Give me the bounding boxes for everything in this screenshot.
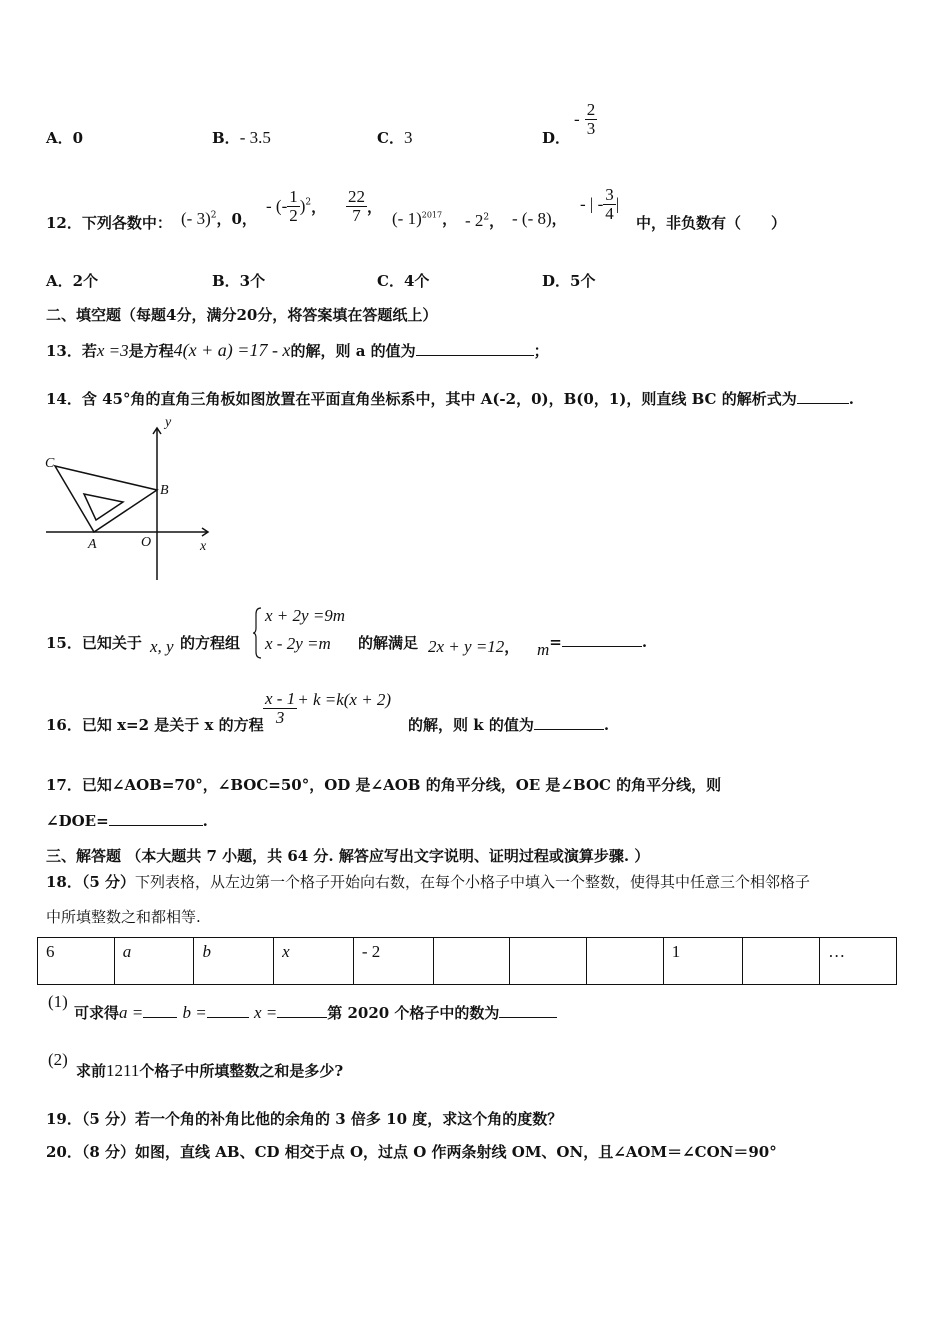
grid-cell	[433, 938, 510, 985]
q12-term-5: - $2^2$，	[465, 211, 505, 230]
q12-term-4: (- 1)$^{2017}$，	[392, 209, 458, 228]
label-o: O	[141, 535, 152, 550]
label-y: y	[165, 415, 172, 430]
q11-option-d-value: - $\frac{2}{3}$	[574, 100, 596, 138]
grid-cell	[587, 938, 664, 985]
q12-term-3: $\frac{22}{7}$ ，	[348, 187, 383, 225]
label-a: A	[88, 537, 97, 552]
q18-blank-a	[143, 1003, 177, 1018]
grid-cell	[743, 938, 820, 985]
q14-answer-blank	[797, 389, 849, 404]
q15-mid: 的方程组	[180, 634, 241, 652]
q11-option-a: A．0	[46, 129, 84, 147]
question-19: 19．（5 分）若一个角的补角比他的余角的 3 倍多 10 度，求这个角的度数？	[46, 1110, 563, 1128]
q12-option-a: A．2个	[46, 272, 99, 290]
label-x: x	[200, 539, 207, 554]
q11-option-b: B．- 3.5	[212, 128, 271, 147]
q18-part-2-text: 求前1211个格子中所填整数之和是多少?	[76, 1061, 344, 1080]
grid-cell: x	[274, 938, 354, 985]
q12-option-d: D．5个	[542, 272, 596, 290]
label-b: B	[160, 483, 169, 498]
section-2-heading: 二、填空题（每题4分，满分20分，将答案填在答题纸上）	[46, 306, 438, 324]
q12-term-6: - (- 8)，	[512, 209, 567, 228]
q12-option-c: C．4个	[377, 272, 430, 290]
q11-option-d-label: D．	[542, 129, 571, 147]
grid-cell: 1	[663, 938, 743, 985]
q15-equation-2: x - 2y =m	[265, 634, 331, 653]
label-c: C	[45, 456, 55, 471]
grid-cell: b	[194, 938, 274, 985]
q15-prefix: 15．已知关于	[46, 634, 142, 652]
q15-post: 的解满足	[358, 634, 419, 652]
question-17-line-2: ∠DOE= .	[46, 812, 208, 830]
q18-blank-2020	[499, 1003, 557, 1018]
grid-cell: a	[114, 938, 194, 985]
q13-answer-blank	[416, 341, 534, 356]
question-18-line-1: 18．（5 分）下列表格，从左边第一个格子开始向右数，在每个小格子中填入一个整数，使得其中任意三个相邻格子	[46, 873, 811, 891]
q18-number-grid	[37, 937, 897, 985]
question-14: 14．含 45°角的直角三角板如图放置在平面直角坐标系中，其中 A(-2，0)，B(0，1)，则直线 BC 的解析式为 .	[46, 390, 854, 408]
q18-blank-b	[207, 1003, 249, 1018]
q18-part-2: (2)	[48, 1050, 68, 1069]
q12-prefix: 12．下列各数中：	[46, 214, 172, 232]
q15-brace	[253, 606, 263, 660]
question-18-line-2: 中所填整数之和都相等.	[46, 908, 201, 926]
q16-answer-blank	[534, 715, 604, 730]
question-17-line-1: 17．已知∠AOB=70°，∠BOC=50°，OD 是∠AOB 的角平分线，OE 是∠BOC 的角平分线，则	[46, 776, 722, 794]
q12-suffix: 中，非负数有（ ）	[636, 214, 787, 232]
q17-answer-blank	[109, 811, 203, 826]
q18-blank-x	[277, 1003, 327, 1018]
q18-part-1-text: 可求得a = b = x = 第 2020 个格子中的数为	[74, 1002, 557, 1023]
q14-coordinate-figure	[40, 412, 220, 584]
grid-cell: 6	[38, 938, 115, 985]
q12-term-2: - (- $\frac{1}{2}$ )$^2$，	[266, 187, 327, 225]
q12-term-1: (- 3)$^2$，0，	[181, 209, 257, 228]
grid-cell	[510, 938, 587, 985]
q15-equation-1: x + 2y =9m	[265, 606, 346, 625]
section-3-heading: 三、解答题 （本大题共 7 小题，共 64 分. 解答应写出文字说明、证明过程或演算步骤. ）	[46, 847, 650, 865]
q16-prefix: 16．已知 x=2 是关于 x 的方程	[46, 716, 264, 734]
q11-option-c: C．3	[377, 128, 413, 147]
grid-cell: …	[820, 938, 897, 985]
grid-cell: - 2	[353, 938, 433, 985]
question-20: 20．（8 分）如图，直线 AB、CD 相交于点 O，过点 O 作两条射线 OM、ON，且∠AOM＝∠CON＝90°	[46, 1143, 777, 1161]
question-13: 13．若x =3是方程4(x + a) =17 - x的解，则 a 的值为 ；	[46, 340, 549, 360]
q15-vars: x, y	[150, 637, 174, 656]
q15-condition: 2x + y =12，	[428, 637, 520, 656]
q18-part-1: (1)	[48, 992, 68, 1011]
q16-equation: $\frac{x - 1}{3}$ + k =k(x + 2)	[265, 689, 392, 727]
q12-term-7: - | - $\frac{3}{4}$ |	[580, 185, 620, 223]
q15-answer-blank	[562, 632, 642, 647]
q12-option-b: B．3个	[212, 272, 266, 290]
q16-post: 的解，则 k 的值为 .	[408, 716, 610, 734]
q15-answer: m= .	[537, 633, 648, 659]
